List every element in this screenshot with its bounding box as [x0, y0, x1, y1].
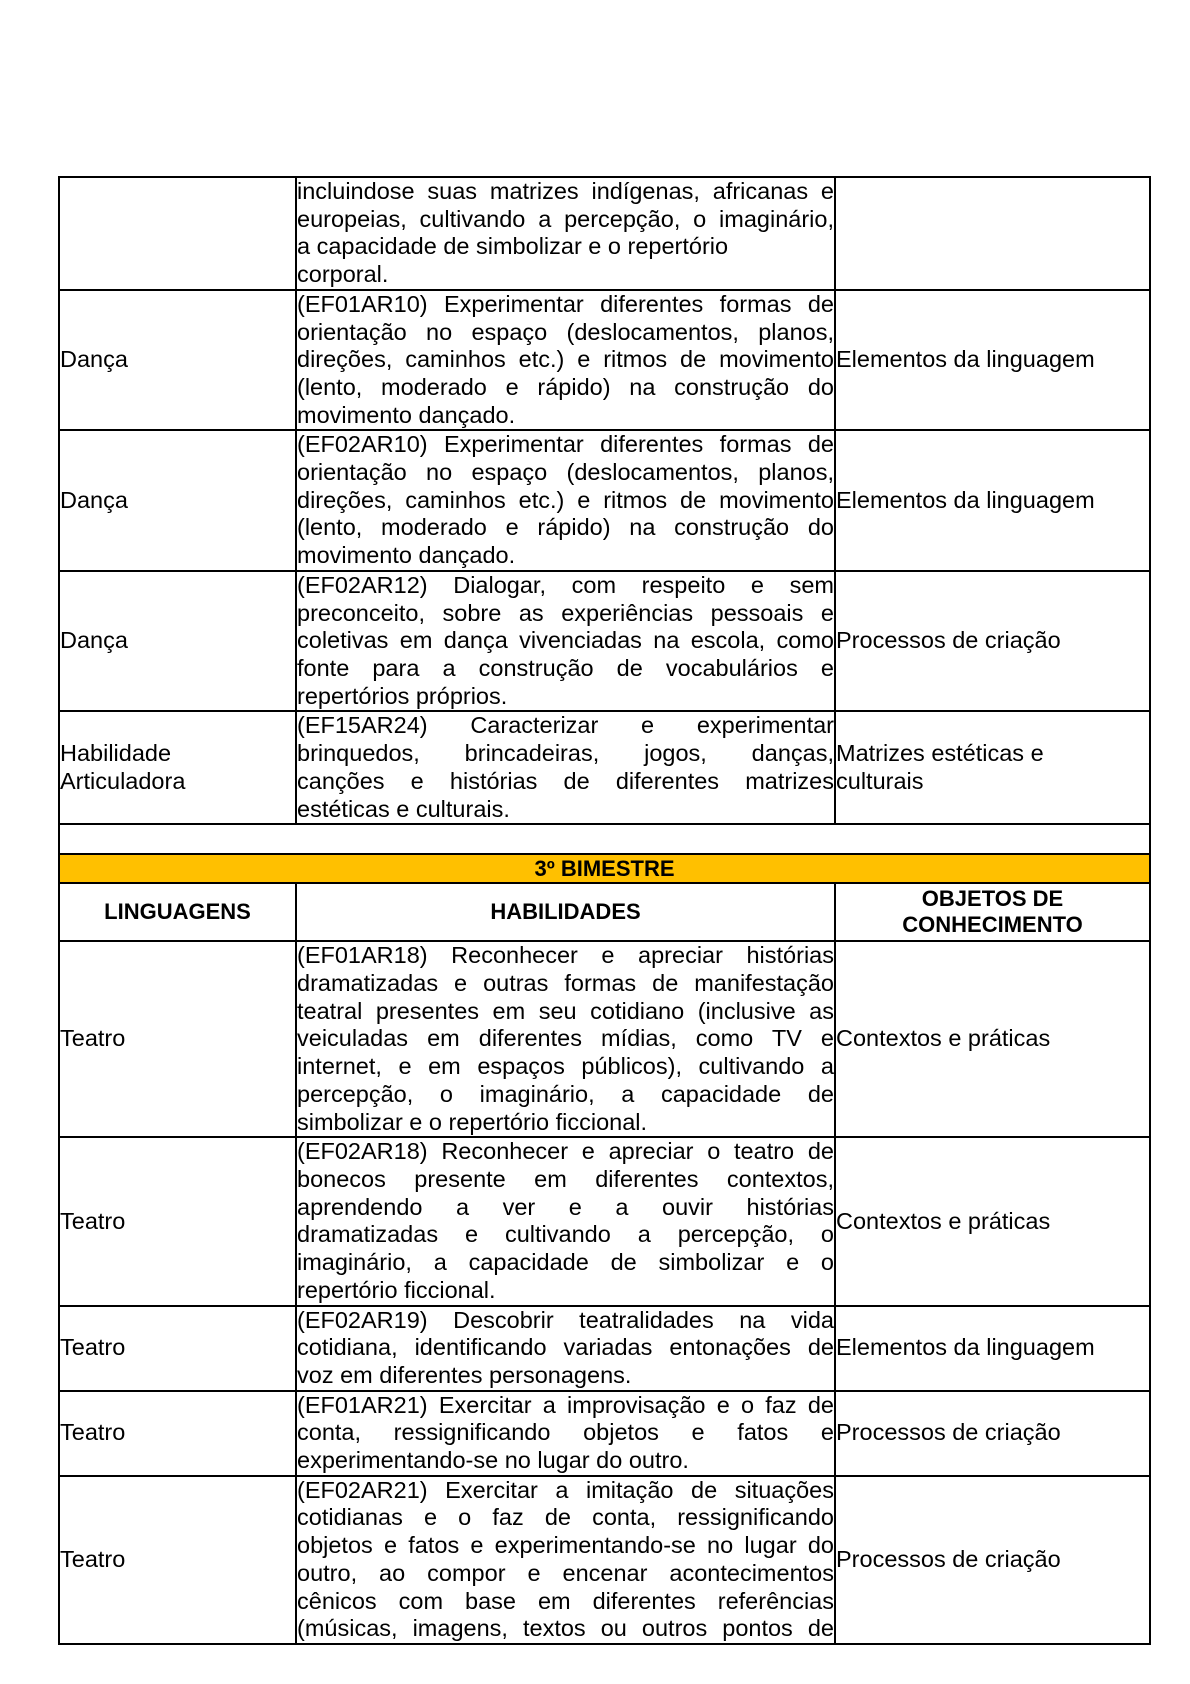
objeto-cell: Elementos da linguagem — [835, 430, 1150, 571]
habilidade-line: cotidiana, identificando variadas entonações de — [297, 1334, 834, 1361]
header-objetos-line: CONHECIMENTO — [902, 912, 1083, 938]
table-row — [59, 571, 1150, 712]
table-row — [59, 1306, 1150, 1391]
habilidade-line: (EF02AR12) Dialogar, com respeito e sem — [297, 571, 834, 598]
habilidade-line: aprendendo a ver e a ouvir histórias — [297, 1193, 834, 1220]
habilidade-line: movimento dançado. — [297, 401, 516, 428]
spacer-cell — [59, 824, 1150, 854]
habilidade-line: experimentando-se no lugar do outro. — [297, 1447, 689, 1474]
objeto-cell — [835, 711, 1150, 824]
habilidade-line: (músicas, imagens, textos ou outros pontos de — [297, 1615, 834, 1642]
habilidade-line: objetos e fatos e experimentando-se no lugar do — [297, 1532, 834, 1559]
habilidade-line: direções, caminhos etc.) e ritmos de movimento — [297, 486, 834, 513]
table-row — [59, 711, 1150, 824]
habilidade-line: (EF01AR10) Experimentar diferentes formas de — [297, 290, 834, 317]
habilidade-cell — [296, 430, 835, 571]
linguagem-cell: Teatro — [59, 1391, 296, 1476]
habilidade-line: (EF02AR19) Descobrir teatralidades na vida — [297, 1306, 834, 1333]
linguagem-cell: Dança — [59, 571, 296, 712]
habilidade-line: a capacidade de simbolizar e o repertório — [297, 233, 729, 260]
column-header-row — [59, 883, 1150, 941]
objeto-cell: Elementos da linguagem — [835, 1306, 1150, 1391]
objeto-cell: Contextos e práticas — [835, 1137, 1150, 1305]
linguagem-cell — [59, 177, 296, 290]
habilidade-line: veiculadas em diferentes mídias, como TV e — [297, 1025, 834, 1052]
habilidade-line: repertório ficcional. — [297, 1276, 496, 1303]
linguagem-cell: Dança — [59, 430, 296, 571]
objeto-cell — [835, 177, 1150, 290]
habilidade-cell — [296, 571, 835, 712]
habilidade-line: orientação no espaço (deslocamentos, planos, — [297, 459, 834, 486]
habilidade-cell — [296, 711, 835, 824]
habilidade-line: orientação no espaço (deslocamentos, planos, — [297, 318, 834, 345]
linguagem-line: Articuladora — [60, 767, 186, 794]
habilidade-cell — [296, 290, 835, 431]
habilidade-line: teatral presentes em seu cotidiano (inclusive as — [297, 997, 834, 1024]
objeto-line: Matrizes estéticas e — [836, 740, 1044, 767]
habilidade-cell — [296, 1137, 835, 1305]
habilidade-line: (EF01AR21) Exercitar a improvisação e o faz de — [297, 1391, 834, 1418]
habilidade-line: voz em diferentes personagens. — [297, 1361, 632, 1388]
habilidade-line: (EF02AR18) Reconhecer e apreciar o teatro de — [297, 1138, 834, 1165]
habilidade-line: cênicos com base em diferentes referências — [297, 1587, 834, 1614]
objeto-cell: Processos de criação — [835, 571, 1150, 712]
linguagem-cell: Teatro — [59, 941, 296, 1137]
linguagem-cell: Dança — [59, 290, 296, 431]
habilidade-cell — [296, 177, 835, 290]
linguagem-cell: Teatro — [59, 1137, 296, 1305]
linguagem-line: Habilidade — [60, 740, 172, 767]
linguagem-cell: Teatro — [59, 1306, 296, 1391]
habilidade-cell — [296, 1476, 835, 1644]
table-row — [59, 941, 1150, 1137]
habilidade-line: canções e histórias de diferentes matrizes — [297, 767, 834, 794]
habilidade-line: preconceito, sobre as experiências pessoais e — [297, 599, 834, 626]
habilidade-line: coletivas em dança vivenciadas na escola, como — [297, 627, 834, 654]
habilidade-line: (EF02AR10) Experimentar diferentes formas de — [297, 431, 834, 458]
header-habilidades: HABILIDADES — [296, 883, 835, 941]
habilidade-line: bonecos presente em diferentes contextos, — [297, 1165, 834, 1192]
objeto-cell: Elementos da linguagem — [835, 290, 1150, 431]
habilidade-line: corporal. — [297, 261, 389, 288]
objeto-line: culturais — [836, 767, 924, 794]
habilidade-line: (lento, moderado e rápido) na construção do — [297, 373, 834, 400]
habilidade-line: conta, ressignificando objetos e fatos e — [297, 1419, 834, 1446]
objeto-cell: Contextos e práticas — [835, 941, 1150, 1137]
habilidade-cell — [296, 1391, 835, 1476]
habilidade-line: europeias, cultivando a percepção, o imaginário, — [297, 205, 834, 232]
curriculum-table — [58, 176, 1151, 1645]
header-objetos-line: OBJETOS DE — [921, 886, 1064, 912]
table-row — [59, 1476, 1150, 1644]
habilidade-line: imaginário, a capacidade de simbolizar e o — [297, 1249, 834, 1276]
header-linguagens: LINGUAGENS — [59, 883, 296, 941]
table-row — [59, 1137, 1150, 1305]
habilidade-line: direções, caminhos etc.) e ritmos de movimento — [297, 346, 834, 373]
habilidade-line: repertórios próprios. — [297, 682, 508, 709]
linguagem-cell — [59, 711, 296, 824]
table-row — [59, 430, 1150, 571]
section-title: 3º BIMESTRE — [59, 854, 1150, 883]
habilidade-line: (EF02AR21) Exercitar a imitação de situações — [297, 1476, 834, 1503]
spacer-row — [59, 824, 1150, 854]
habilidade-line: dramatizadas e cultivando a percepção, o — [297, 1221, 834, 1248]
table-row — [59, 1391, 1150, 1476]
habilidade-line: outro, ao compor e encenar acontecimentos — [297, 1559, 834, 1586]
habilidade-line: dramatizadas e outras formas de manifestação — [297, 970, 834, 997]
habilidade-line: (EF01AR18) Reconhecer e apreciar histórias — [297, 942, 834, 969]
habilidade-line: brinquedos, brincadeiras, jogos, danças, — [297, 740, 834, 767]
objeto-cell: Processos de criação — [835, 1391, 1150, 1476]
habilidade-cell — [296, 941, 835, 1137]
habilidade-line: percepção, o imaginário, a capacidade de — [297, 1080, 834, 1107]
habilidade-line: cotidianas e o faz de conta, ressignificando — [297, 1504, 834, 1531]
habilidade-line: (EF15AR24) Caracterizar e experimentar — [297, 712, 834, 739]
habilidade-line: simbolizar e o repertório ficcional. — [297, 1108, 648, 1135]
habilidade-line: fonte para a construção de vocabulários e — [297, 654, 834, 681]
header-objetos — [835, 883, 1150, 941]
habilidade-line: (lento, moderado e rápido) na construção do — [297, 514, 834, 541]
section-title-row — [59, 854, 1150, 883]
habilidade-cell — [296, 1306, 835, 1391]
habilidade-line: estéticas e culturais. — [297, 795, 510, 822]
habilidade-line: movimento dançado. — [297, 542, 516, 569]
habilidade-line: incluindose suas matrizes indígenas, africanas e — [297, 178, 834, 204]
linguagem-cell: Teatro — [59, 1476, 296, 1644]
objeto-cell: Processos de criação — [835, 1476, 1150, 1644]
table-row — [59, 290, 1150, 431]
habilidade-line: internet, e em espaços públicos), cultivando a — [297, 1053, 834, 1080]
table-row — [59, 177, 1150, 290]
